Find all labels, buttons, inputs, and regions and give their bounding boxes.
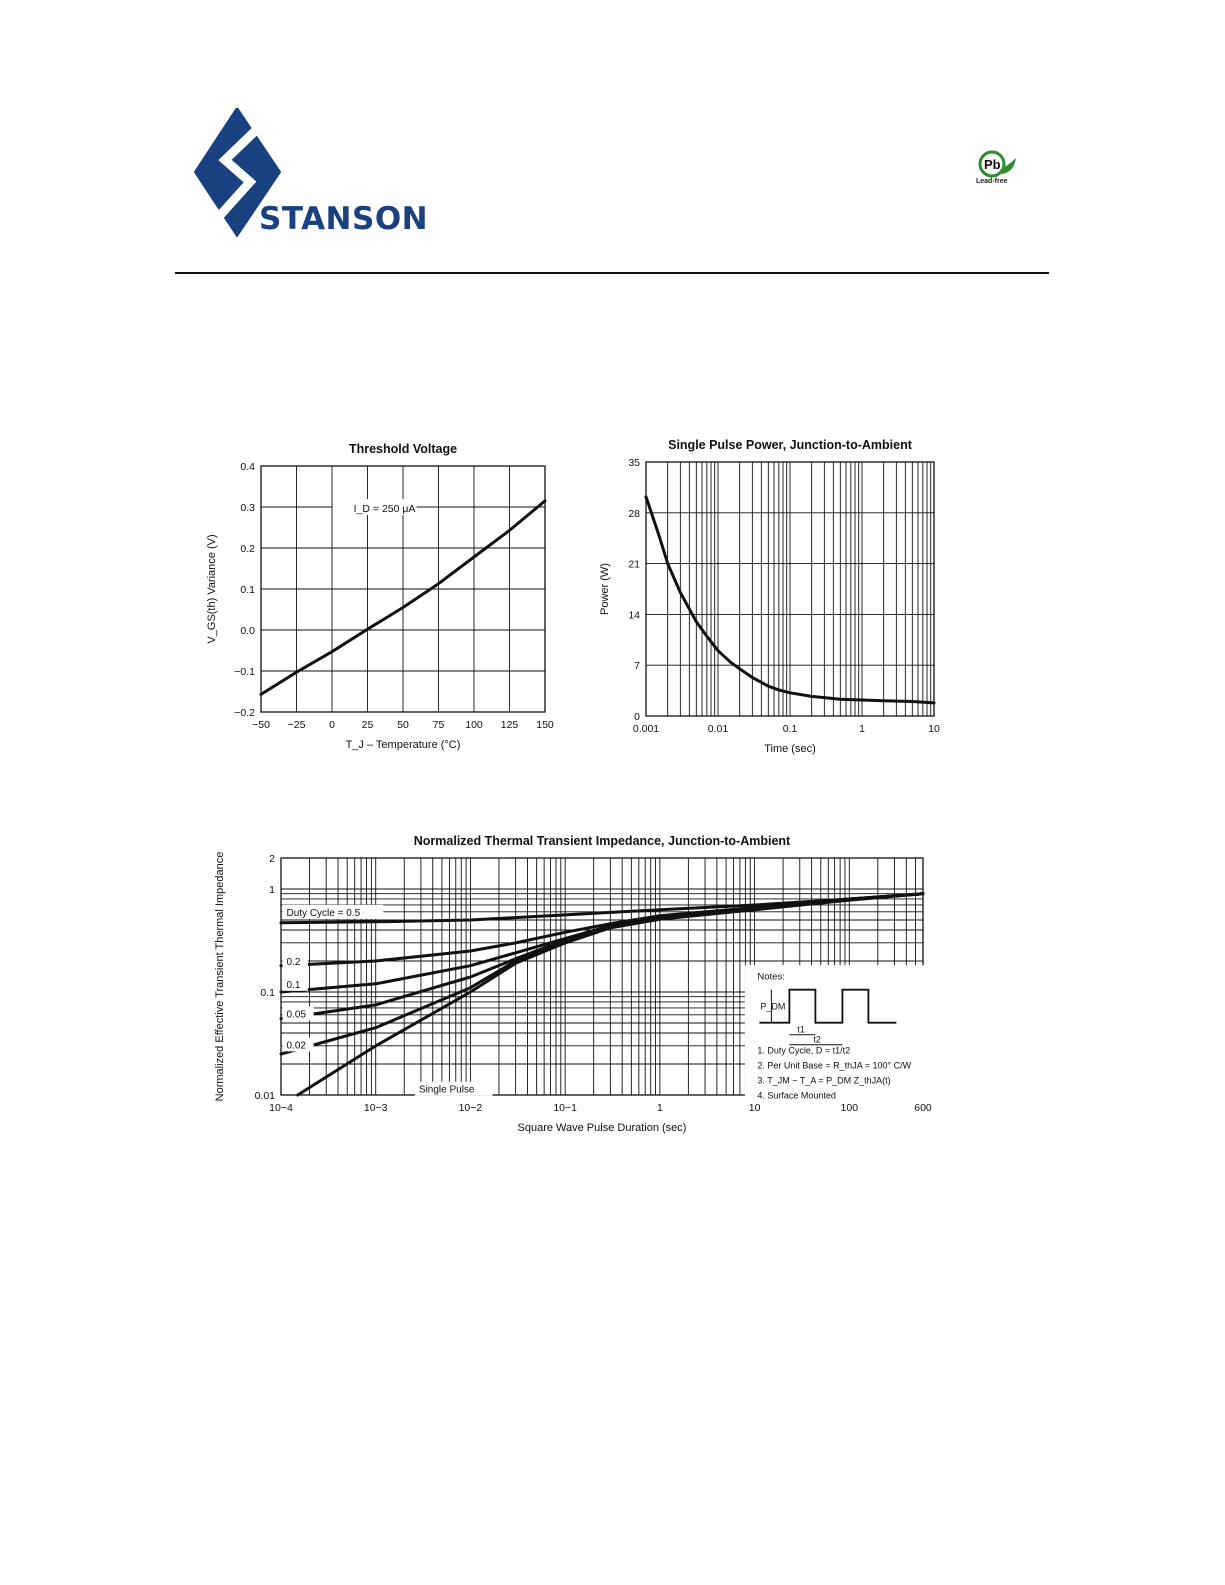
x-tick-label: 100 [465,719,483,731]
notes-item: 2. Per Unit Base = R_thJA = 100° C/W [757,1060,912,1071]
series-label: 0.1 [286,979,301,991]
lead-free-icon [974,150,1020,180]
x-tick-label: 10−1 [553,1102,577,1114]
brand-name: STANSON [259,201,429,237]
y-axis-label: V_GS(th) Variance (V) [206,534,218,644]
badge-symbol: Pb [984,157,1001,172]
x-tick-label: 100 [840,1102,859,1114]
x-tick-label: 0.01 [707,723,729,735]
x-tick-label: 10−3 [363,1102,388,1114]
y-tick-label: 35 [628,457,640,469]
t1-label: t1 [797,1024,805,1035]
notes-item: 4. Surface Mounted [757,1090,836,1101]
y-axis-label: Power (W) [599,563,611,615]
y-tick-label: 0.2 [240,543,255,555]
series-label: 0.02 [286,1040,306,1052]
header-divider [175,272,1049,274]
chart-title: Threshold Voltage [348,442,458,456]
x-tick-label: 150 [536,719,554,731]
x-axis-label: T_J – Temperature (°C) [345,739,461,751]
x-tick-label: 1 [859,723,865,735]
x-tick-label: 125 [500,719,519,731]
y-tick-label: 2 [269,853,275,865]
x-tick-label: 50 [397,719,409,731]
x-tick-label: 10 [928,723,940,735]
notes-item: 1. Duty Cycle, D = t1/t2 [757,1045,851,1056]
y-tick-label: 28 [628,507,640,520]
y-tick-label: 0.1 [240,584,255,596]
stanson-logo [192,108,432,243]
y-tick-label: 0.3 [240,502,255,514]
notes-heading: Notes: [757,971,785,983]
notes-item: 3. T_JM − T_A = P_DM Z_thJA(t) [757,1075,891,1086]
y-tick-label: 0.1 [260,987,275,1000]
x-tick-label: 600 [914,1102,932,1114]
y-tick-label: 21 [628,558,640,571]
series-label: Duty Cycle = 0.5 [286,907,361,919]
thermal-impedance-chart [195,825,945,1145]
x-tick-label: 0 [329,719,335,731]
chart-title: Normalized Thermal Transient Impedance, Junction-to-Ambient [413,834,791,848]
y-tick-label: −0.2 [234,707,255,719]
y-tick-label: 14 [628,609,640,622]
x-axis-label: Square Wave Pulse Duration (sec) [517,1122,687,1134]
y-tick-label: 0.01 [254,1090,275,1102]
x-tick-label: −25 [287,719,306,731]
lead-free-badge [974,150,1020,190]
y-tick-label: 0.4 [240,461,255,473]
x-tick-label: 10−2 [458,1102,483,1114]
y-tick-label: −0.1 [234,666,255,678]
x-tick-label: 25 [361,719,374,731]
chart-title: Single Pulse Power, Junction-to-Ambient [668,438,912,452]
x-tick-label: 75 [432,719,445,731]
x-tick-label: 1 [656,1102,663,1114]
y-tick-label: 0 [634,711,640,723]
x-tick-label: 10 [748,1102,761,1114]
series-label: 0.2 [286,956,301,968]
series-label: Single Pulse [418,1084,475,1096]
t2-label: t2 [813,1034,821,1045]
x-tick-label: 0.001 [632,723,660,735]
x-tick-label: −50 [252,719,270,731]
y-tick-label: 7 [634,660,640,673]
lead-free-label: Lead-free [976,178,1008,185]
x-tick-label: 0.1 [782,723,798,735]
y-tick-label: 0.0 [240,625,255,637]
single-pulse-power-chart [575,430,955,770]
threshold-voltage-chart [190,430,570,770]
annotation-label: I_D = 250 μA [353,503,416,515]
y-axis-label: Normalized Effective Transient Thermal Impedance [214,851,226,1102]
y-tick-label: 1 [269,884,275,897]
series-label: 0.05 [286,1009,306,1021]
x-tick-label: 10−4 [269,1102,293,1114]
x-axis-label: Time (sec) [764,743,816,755]
pdm-label: P_DM [760,1001,786,1012]
